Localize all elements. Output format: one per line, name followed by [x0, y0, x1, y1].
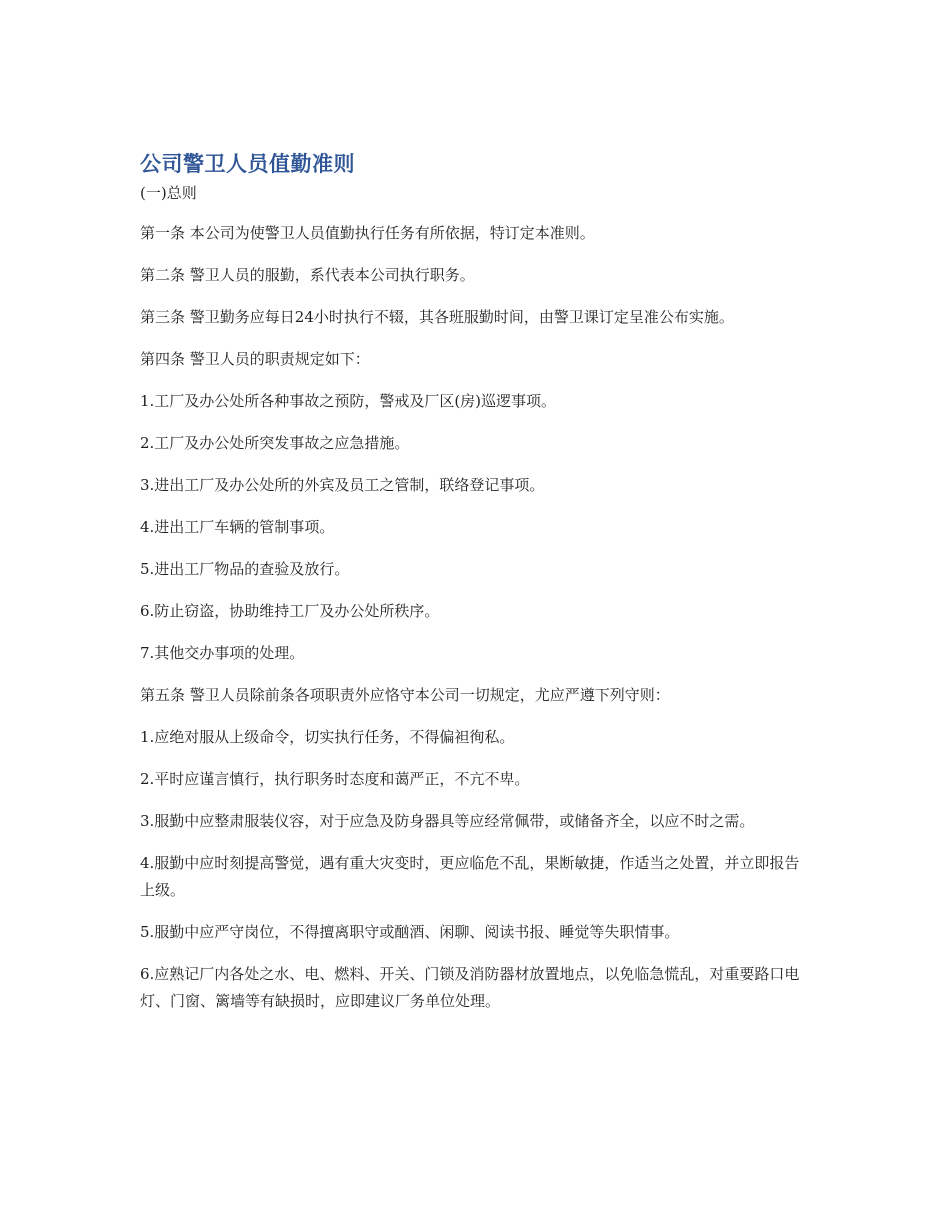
- document-body: [140, 148, 810, 1030]
- article-1-paragraph: 第一条 本公司为使警卫人员值勤执行任务有所依据，特订定本准则。: [140, 224, 595, 242]
- rule-list-item: 4.服勤中应时刻提高警觉，遇有重大灾变时，更应临危不乱，果断敏捷，作适当之处置，并立即报告上级。: [140, 854, 800, 899]
- duty-list-item: 2.工厂及办公处所突发事故之应急措施。: [140, 434, 410, 452]
- rule-list-item: 2.平时应谨言慎行，执行职务时态度和蔼严正，不亢不卑。: [140, 770, 530, 788]
- document-title: 公司警卫人员值勤准则: [140, 152, 355, 176]
- article-5-paragraph: 第五条 警卫人员除前条各项职责外应恪守本公司一切规定，尤应严遵下列守则：: [140, 686, 670, 704]
- rule-list-item: 6.应熟记厂内各处之水、电、燃料、开关、门锁及消防器材放置地点，以免临急慌乱，对重要路口电灯、门窗、篱墙等有缺损时，应即建议厂务单位处理。: [140, 965, 800, 1010]
- duty-list-item: 7.其他交办事项的处理。: [140, 644, 305, 662]
- duty-list-item: 5.进出工厂物品的查验及放行。: [140, 560, 350, 578]
- article-2-paragraph: 第二条 警卫人员的服勤，系代表本公司执行职务。: [140, 266, 475, 284]
- article-3-paragraph: 第三条 警卫勤务应每日24小时执行不辍，其各班服勤时间，由警卫课订定呈准公布实施。: [140, 308, 734, 326]
- rule-list-item: 3.服勤中应整肃服装仪容，对于应急及防身器具等应经常佩带，或储备齐全，以应不时之需。: [140, 812, 755, 830]
- duty-list-item: 6.防止窃盗，协助维持工厂及办公处所秩序。: [140, 602, 440, 620]
- duty-list-item: 4.进出工厂车辆的管制事项。: [140, 518, 335, 536]
- article-4-paragraph: 第四条 警卫人员的职责规定如下：: [140, 350, 370, 368]
- section-heading: (一)总则: [140, 184, 197, 202]
- duty-list-item: 3.进出工厂及办公处所的外宾及员工之管制，联络登记事项。: [140, 476, 545, 494]
- duty-list-item: 1.工厂及办公处所各种事故之预防，警戒及厂区(房)巡逻事项。: [140, 392, 557, 410]
- rule-list-item: 5.服勤中应严守岗位，不得擅离职守或酗酒、闲聊、阅读书报、睡觉等失职情事。: [140, 923, 680, 941]
- rule-list-item: 1.应绝对服从上级命令，切实执行任务，不得偏袒徇私。: [140, 728, 515, 746]
